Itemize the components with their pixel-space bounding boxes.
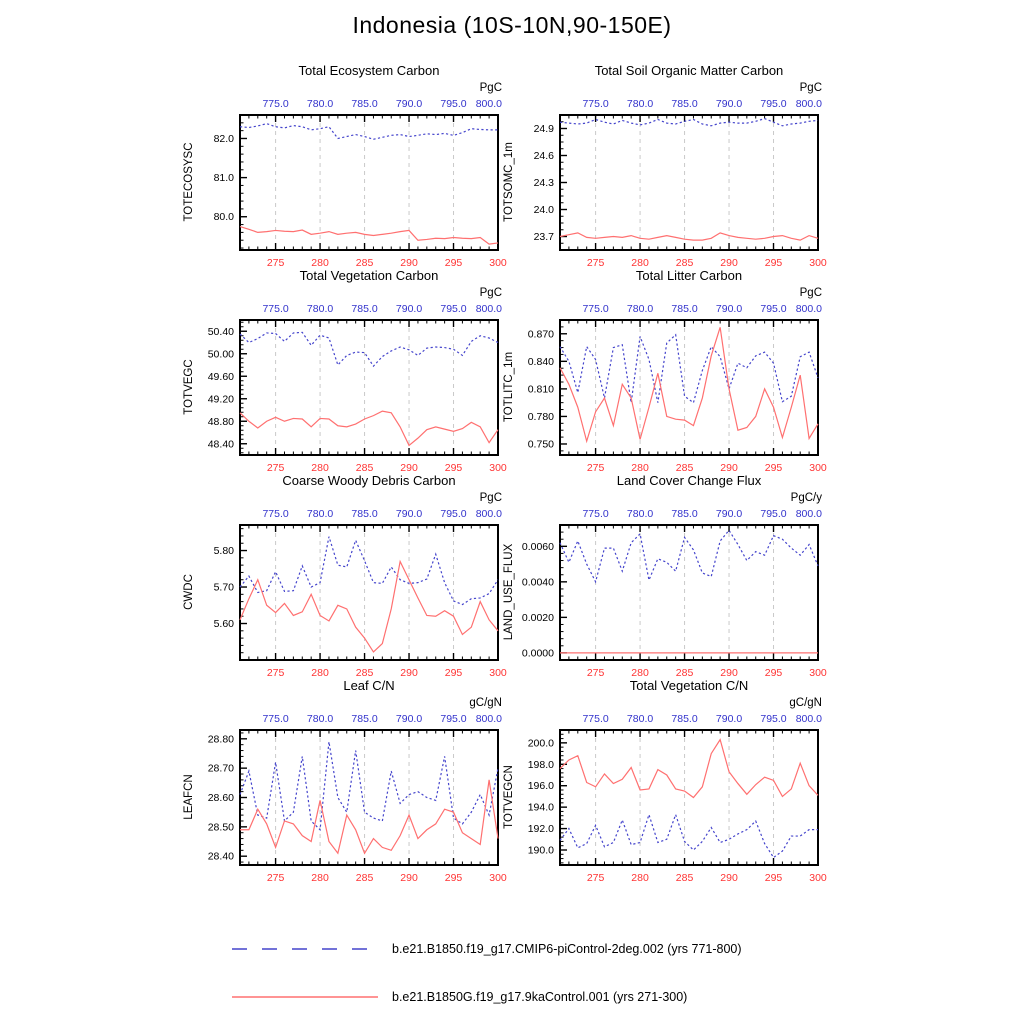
chart-totvegc [162, 268, 522, 503]
chart-unit-label: PgC [799, 287, 822, 299]
bottom-axis-tick-labels [267, 872, 507, 884]
svg-text:295: 295 [444, 462, 463, 474]
svg-text:295: 295 [764, 257, 783, 269]
chart-plot-area [162, 268, 522, 503]
svg-text:81.0: 81.0 [213, 172, 234, 185]
chart-title: Coarse Woody Debris Carbon [282, 473, 456, 488]
series-9kacontrol [560, 327, 818, 441]
plot-frame [240, 730, 498, 865]
axis-ticks [560, 525, 818, 660]
svg-text:290: 290 [400, 257, 418, 269]
svg-text:285: 285 [675, 667, 694, 679]
svg-text:785.0: 785.0 [351, 303, 378, 315]
svg-text:275: 275 [586, 462, 605, 474]
gridlines [596, 730, 774, 865]
chart-title: Total Litter Carbon [635, 268, 743, 283]
svg-text:790.0: 790.0 [715, 508, 743, 520]
chart-y-axis-label: TOTVEGC [183, 359, 195, 415]
y-axis-tick-labels [528, 737, 554, 856]
series-picontrol [560, 815, 818, 858]
chart-y-axis-label: TOTLITC_1m [503, 351, 515, 423]
chart-plot-area [482, 63, 842, 298]
svg-text:290: 290 [400, 872, 418, 884]
svg-text:785.0: 785.0 [671, 303, 698, 315]
svg-text:790.0: 790.0 [715, 303, 743, 315]
svg-text:0.870: 0.870 [527, 328, 554, 341]
series-picontrol [240, 124, 498, 140]
chart-unit-label: PgC [479, 82, 502, 94]
svg-text:780.0: 780.0 [626, 508, 654, 520]
chart-y-axis-label: LEAFCN [183, 774, 195, 820]
gridlines [596, 525, 774, 660]
svg-text:0.810: 0.810 [527, 383, 554, 396]
series-picontrol [560, 335, 818, 403]
svg-text:790.0: 790.0 [395, 303, 423, 315]
svg-text:5.80: 5.80 [213, 545, 234, 558]
svg-text:780.0: 780.0 [306, 303, 334, 315]
svg-text:28.40: 28.40 [207, 850, 234, 863]
svg-text:280: 280 [311, 872, 329, 884]
svg-text:5.70: 5.70 [213, 581, 234, 594]
svg-text:780.0: 780.0 [626, 713, 654, 725]
plot-frame [560, 320, 818, 455]
svg-text:24.3: 24.3 [533, 177, 554, 189]
top-axis-tick-labels [582, 98, 822, 110]
plot-frame [560, 525, 818, 660]
svg-text:290: 290 [400, 667, 418, 679]
plot-frame [240, 115, 498, 250]
y-axis-tick-labels [214, 133, 235, 223]
svg-text:795.0: 795.0 [760, 98, 787, 110]
chart-title: Leaf C/N [343, 678, 395, 693]
series-picontrol [560, 119, 818, 126]
svg-text:775.0: 775.0 [262, 713, 289, 725]
svg-text:49.20: 49.20 [207, 393, 234, 406]
chart-title: Total Vegetation C/N [629, 678, 749, 693]
legend-item-picontrol [230, 936, 850, 962]
svg-text:280: 280 [311, 462, 329, 474]
svg-text:0.780: 0.780 [527, 410, 554, 423]
series-picontrol [240, 742, 498, 830]
chart-unit-label: gC/gN [789, 697, 822, 709]
svg-text:800.0: 800.0 [795, 303, 822, 315]
chart-totsomc [482, 63, 842, 298]
chart-land-use-flux [482, 473, 842, 708]
axis-ticks [560, 730, 818, 865]
axis-ticks [560, 115, 818, 250]
svg-text:0.750: 0.750 [527, 438, 554, 451]
svg-text:280: 280 [311, 257, 329, 269]
chart-cwdc [162, 473, 522, 708]
svg-text:300: 300 [489, 257, 507, 269]
svg-text:780.0: 780.0 [306, 98, 334, 110]
top-axis-tick-labels [582, 303, 822, 315]
top-axis-tick-labels [262, 303, 502, 315]
chart-y-axis-label: TOTVEGCN [503, 765, 515, 829]
svg-text:785.0: 785.0 [671, 508, 698, 520]
series-9kacontrol [240, 227, 498, 245]
svg-text:785.0: 785.0 [671, 98, 698, 110]
gridlines [596, 115, 774, 250]
y-axis-tick-labels [208, 733, 234, 862]
svg-text:285: 285 [675, 872, 694, 884]
top-axis-tick-labels [582, 508, 822, 520]
axis-ticks [240, 320, 498, 455]
y-axis-tick-labels [208, 326, 234, 451]
legend-item-9kacontrol [230, 984, 850, 1010]
svg-text:280: 280 [311, 667, 329, 679]
chart-y-axis-label: TOTECOSYSC [183, 142, 195, 222]
axis-ticks [240, 525, 498, 660]
chart-plot-area [162, 678, 522, 913]
svg-text:795.0: 795.0 [440, 508, 467, 520]
svg-text:795.0: 795.0 [760, 713, 787, 725]
svg-text:0.0020: 0.0020 [521, 611, 554, 624]
svg-text:780.0: 780.0 [626, 98, 654, 110]
svg-text:300: 300 [809, 872, 827, 884]
svg-text:775.0: 775.0 [582, 508, 609, 520]
svg-text:285: 285 [675, 462, 694, 474]
gridlines [276, 320, 454, 455]
svg-text:285: 285 [355, 257, 374, 269]
top-axis-tick-labels [262, 508, 502, 520]
chart-plot-area [162, 63, 522, 298]
svg-text:775.0: 775.0 [582, 713, 609, 725]
svg-text:275: 275 [266, 257, 285, 269]
chart-unit-label: gC/gN [469, 697, 502, 709]
svg-text:275: 275 [266, 462, 285, 474]
chart-unit-label: PgC [479, 287, 502, 299]
svg-text:295: 295 [764, 667, 783, 679]
axis-ticks [240, 115, 498, 250]
legend-line-solid [230, 984, 380, 1010]
svg-text:24.0: 24.0 [533, 204, 554, 216]
chart-y-axis-label: TOTSOMC_1m [503, 142, 515, 222]
legend-line-dashed [230, 936, 380, 962]
chart-plot-area [482, 473, 842, 708]
svg-text:780.0: 780.0 [306, 713, 334, 725]
svg-text:5.60: 5.60 [213, 618, 234, 631]
svg-text:795.0: 795.0 [440, 303, 467, 315]
svg-text:24.6: 24.6 [533, 150, 554, 162]
chart-title: Total Soil Organic Matter Carbon [594, 63, 784, 78]
svg-text:285: 285 [355, 462, 374, 474]
svg-text:190.0: 190.0 [527, 844, 554, 857]
chart-plot-area [162, 473, 522, 708]
svg-text:0.0000: 0.0000 [521, 647, 554, 660]
svg-text:198.0: 198.0 [527, 758, 554, 771]
chart-totvegcn [482, 678, 842, 913]
svg-text:775.0: 775.0 [262, 303, 289, 315]
series-9kacontrol [240, 780, 498, 853]
svg-text:28.80: 28.80 [207, 733, 234, 746]
svg-text:48.80: 48.80 [207, 415, 234, 428]
svg-text:280: 280 [631, 872, 649, 884]
svg-text:295: 295 [444, 872, 463, 884]
svg-text:775.0: 775.0 [582, 303, 609, 315]
svg-text:275: 275 [266, 667, 285, 679]
svg-text:280: 280 [631, 462, 649, 474]
y-axis-tick-labels [534, 123, 555, 243]
svg-text:24.9: 24.9 [533, 123, 554, 135]
chart-title: Total Ecosystem Carbon [298, 63, 440, 78]
svg-text:795.0: 795.0 [760, 303, 787, 315]
svg-text:28.60: 28.60 [207, 792, 234, 804]
chart-y-axis-label: LAND_USE_FLUX [503, 543, 515, 641]
svg-text:49.60: 49.60 [207, 370, 234, 383]
svg-text:0.0060: 0.0060 [521, 540, 554, 553]
chart-unit-label: PgC [799, 82, 822, 94]
chart-totecosysc [162, 63, 522, 298]
svg-text:800.0: 800.0 [475, 508, 502, 520]
series-9kacontrol [560, 233, 818, 240]
svg-text:50.40: 50.40 [207, 325, 234, 338]
svg-text:290: 290 [720, 872, 738, 884]
chart-title: Land Cover Change Flux [616, 473, 762, 488]
plot-frame [560, 730, 818, 865]
svg-text:785.0: 785.0 [351, 713, 378, 725]
svg-text:295: 295 [764, 462, 783, 474]
svg-text:800.0: 800.0 [795, 508, 822, 520]
svg-text:275: 275 [586, 872, 605, 884]
svg-text:275: 275 [586, 257, 605, 269]
svg-text:300: 300 [809, 462, 827, 474]
top-axis-tick-labels [582, 713, 822, 725]
legend [230, 936, 850, 1032]
plot-frame [560, 115, 818, 250]
svg-text:785.0: 785.0 [351, 98, 378, 110]
series-9kacontrol [240, 561, 498, 651]
svg-text:790.0: 790.0 [395, 508, 423, 520]
svg-text:23.7: 23.7 [533, 231, 554, 243]
axis-ticks [240, 730, 498, 865]
chart-totlitc [482, 268, 842, 503]
svg-text:775.0: 775.0 [582, 98, 609, 110]
y-axis-tick-labels [214, 545, 235, 630]
svg-text:775.0: 775.0 [262, 98, 289, 110]
svg-text:290: 290 [720, 667, 738, 679]
svg-text:290: 290 [400, 462, 418, 474]
svg-text:192.0: 192.0 [527, 823, 554, 836]
legend-label: b.e21.B1850.f19_g17.CMIP6-piControl-2deg.002 (yrs 771-800) [392, 942, 742, 956]
svg-text:280: 280 [631, 257, 649, 269]
chart-title: Total Vegetation Carbon [299, 268, 439, 283]
y-axis-tick-labels [528, 328, 554, 450]
svg-text:290: 290 [720, 257, 738, 269]
svg-text:285: 285 [355, 667, 374, 679]
gridlines [596, 320, 774, 455]
series-picontrol [240, 537, 498, 605]
svg-text:800.0: 800.0 [795, 713, 822, 725]
chart-plot-area [482, 678, 842, 913]
svg-text:795.0: 795.0 [440, 98, 467, 110]
svg-text:196.0: 196.0 [527, 780, 554, 793]
svg-text:790.0: 790.0 [715, 713, 743, 725]
svg-text:800.0: 800.0 [795, 98, 822, 110]
svg-text:0.0040: 0.0040 [521, 576, 554, 589]
svg-text:285: 285 [675, 257, 694, 269]
series-9kacontrol [560, 740, 818, 798]
svg-text:285: 285 [355, 872, 374, 884]
chart-unit-label: PgC/y [790, 492, 822, 504]
svg-text:785.0: 785.0 [351, 508, 378, 520]
svg-text:795.0: 795.0 [440, 713, 467, 725]
bottom-axis-tick-labels [587, 872, 827, 884]
series-picontrol [560, 530, 818, 582]
svg-text:50.00: 50.00 [207, 348, 234, 361]
plot-frame [240, 525, 498, 660]
top-axis-tick-labels [262, 98, 502, 110]
svg-text:790.0: 790.0 [395, 713, 423, 725]
svg-text:800.0: 800.0 [475, 713, 502, 725]
top-axis-tick-labels [262, 713, 502, 725]
svg-text:80.0: 80.0 [213, 211, 234, 224]
svg-text:280: 280 [631, 667, 649, 679]
y-axis-tick-labels [522, 541, 554, 660]
axis-ticks [560, 320, 818, 455]
series-9kacontrol [240, 411, 498, 445]
page-title: Indonesia (10S-10N,90-150E) [352, 12, 672, 38]
svg-text:295: 295 [764, 872, 783, 884]
svg-text:795.0: 795.0 [760, 508, 787, 520]
svg-text:780.0: 780.0 [626, 303, 654, 315]
svg-text:290: 290 [720, 462, 738, 474]
svg-text:300: 300 [489, 872, 507, 884]
chart-y-axis-label: CWDC [183, 574, 195, 610]
chart-unit-label: PgC [479, 492, 502, 504]
svg-text:300: 300 [489, 667, 507, 679]
svg-text:82.0: 82.0 [213, 132, 234, 145]
plot-frame [240, 320, 498, 455]
svg-text:295: 295 [444, 667, 463, 679]
series-picontrol [240, 332, 498, 366]
svg-text:200.0: 200.0 [527, 737, 554, 750]
svg-text:300: 300 [489, 462, 507, 474]
svg-text:775.0: 775.0 [262, 508, 289, 520]
svg-text:780.0: 780.0 [306, 508, 334, 520]
svg-text:300: 300 [809, 257, 827, 269]
svg-text:28.50: 28.50 [207, 821, 234, 834]
svg-text:295: 295 [444, 257, 463, 269]
chart-leafcn [162, 678, 522, 913]
svg-text:275: 275 [586, 667, 605, 679]
legend-label: b.e21.B1850G.f19_g17.9kaControl.001 (yrs 271-300) [392, 990, 688, 1004]
svg-text:48.40: 48.40 [207, 438, 234, 451]
svg-text:790.0: 790.0 [395, 98, 423, 110]
svg-text:800.0: 800.0 [475, 303, 502, 315]
svg-text:800.0: 800.0 [475, 98, 502, 110]
svg-text:300: 300 [809, 667, 827, 679]
svg-text:194.0: 194.0 [527, 801, 554, 814]
chart-plot-area [482, 268, 842, 503]
svg-text:28.70: 28.70 [207, 762, 234, 775]
svg-text:790.0: 790.0 [715, 98, 743, 110]
svg-text:785.0: 785.0 [671, 713, 698, 725]
gridlines [276, 525, 454, 660]
svg-text:275: 275 [266, 872, 285, 884]
svg-text:0.840: 0.840 [527, 355, 554, 368]
